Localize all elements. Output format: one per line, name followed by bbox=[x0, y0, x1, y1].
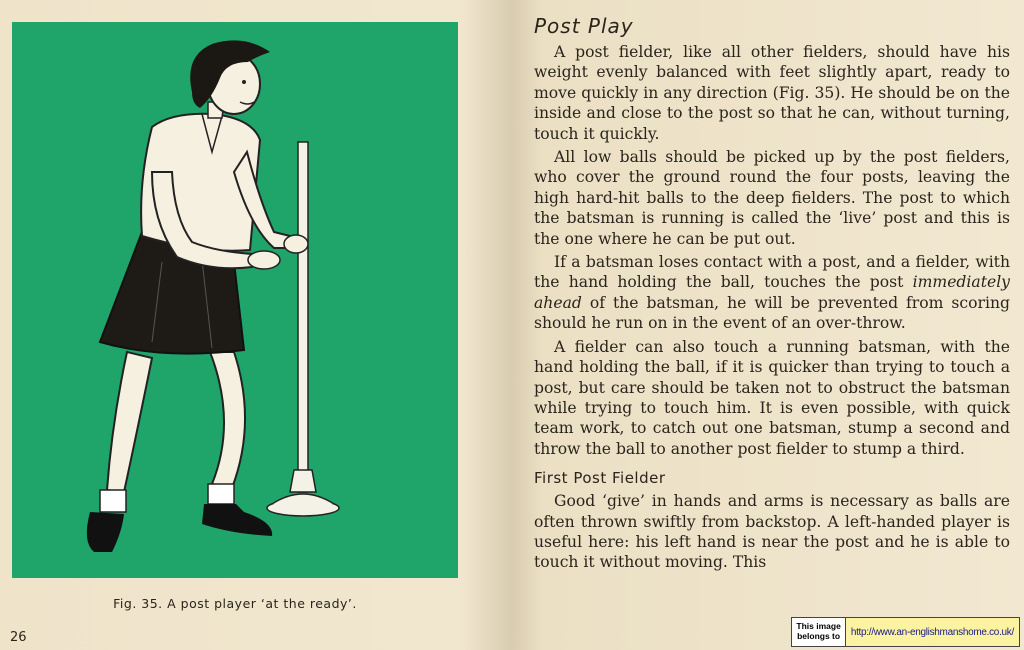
credit-url-link[interactable]: http://www.an-englishmanshome.co.uk/ bbox=[845, 618, 1019, 646]
credit-label bbox=[792, 618, 844, 646]
right-leg bbox=[210, 352, 245, 488]
paragraph-3-emphasis: immediately ahead bbox=[534, 273, 1010, 312]
right-hand bbox=[284, 235, 308, 253]
post-pole bbox=[298, 142, 308, 492]
subsection-title: First Post Fielder bbox=[534, 469, 666, 488]
paragraph-1: A post fielder, like all other fielders, should have his weight evenly balanced with feet slightly apart, ready to move quickly in any direction (Fig. 35). He should be on the inside and close to the post so that he can, without turning, touch it quickly. bbox=[534, 43, 1010, 143]
post-player-drawing bbox=[12, 22, 458, 578]
paragraph-3-after: of the batsman, he will be prevented from scoring should he run on in the event of an over-throw. bbox=[534, 293, 1010, 333]
left-hand bbox=[248, 251, 280, 269]
right-shoe bbox=[202, 504, 272, 536]
credit-label-line2: belongs to bbox=[797, 631, 841, 641]
paragraph-3-before: If a batsman loses contact with a post, and a fielder, with the hand holding the ball, touches the post bbox=[534, 253, 1010, 292]
left-leg bbox=[107, 352, 152, 492]
credit-label-line1: This image bbox=[796, 621, 841, 631]
paragraph-5: Good ‘give’ in hands and arms is necessary as balls are often thrown swiftly from backstop. A left-handed player is useful here: his left hand is near the post and he is able to touch it without moving. This bbox=[534, 492, 1010, 572]
text-column bbox=[534, 14, 1010, 573]
image-credit-badge bbox=[791, 617, 1020, 647]
page-number: 26 bbox=[10, 630, 27, 645]
figure-caption: Fig. 35. A post player ‘at the ready’. bbox=[113, 596, 357, 611]
left-shoe bbox=[87, 512, 124, 552]
section-title: Post Play bbox=[534, 14, 634, 38]
figure-illustration bbox=[12, 22, 458, 578]
paragraph-2: All low balls should be picked up by the post fielders, who cover the ground round the four posts, leaving the high hard-hit balls to the deep fielders. The post to which the batsman is running is called the ‘live’ post and this is the one where he can be put out. bbox=[534, 148, 1010, 248]
paragraph-3 bbox=[534, 252, 1010, 334]
paragraph-4: A fielder can also touch a running batsman, with the hand holding the ball, if it is quicker than trying to touch a post, but care should be taken not to obstruct the batsman while trying to touch him. It is even possible, with quick team work, to catch out one batsman, stump a second and throw the ball to another post fielder to stump a third. bbox=[534, 337, 1010, 458]
